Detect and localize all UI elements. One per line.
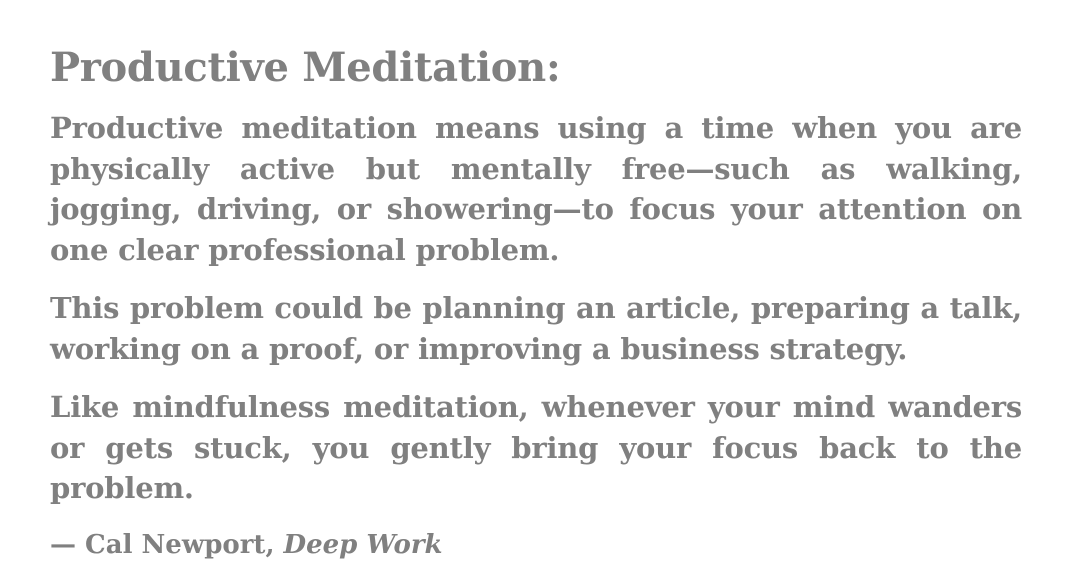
attribution bbox=[50, 527, 1022, 563]
attribution-author: — Cal Newport, bbox=[50, 529, 284, 560]
page-title: Productive Meditation: bbox=[50, 44, 561, 91]
paragraph-examples: This problem could be planning an article, preparing a talk, working on a proof, or improving a business strategy. bbox=[50, 291, 1022, 366]
paragraph-technique: Like mindfulness meditation, whenever your mind wanders or gets stuck, you gently bring your focus back to the problem. bbox=[50, 390, 1022, 505]
attribution-book-title: Deep Work bbox=[283, 529, 443, 560]
quote-card bbox=[50, 40, 1022, 563]
paragraph-definition: Productive meditation means using a time when you are physically active but mentally free—such as walking, jogging, driving, or showering—to focus your attention on one clear professional problem. bbox=[50, 111, 1022, 267]
